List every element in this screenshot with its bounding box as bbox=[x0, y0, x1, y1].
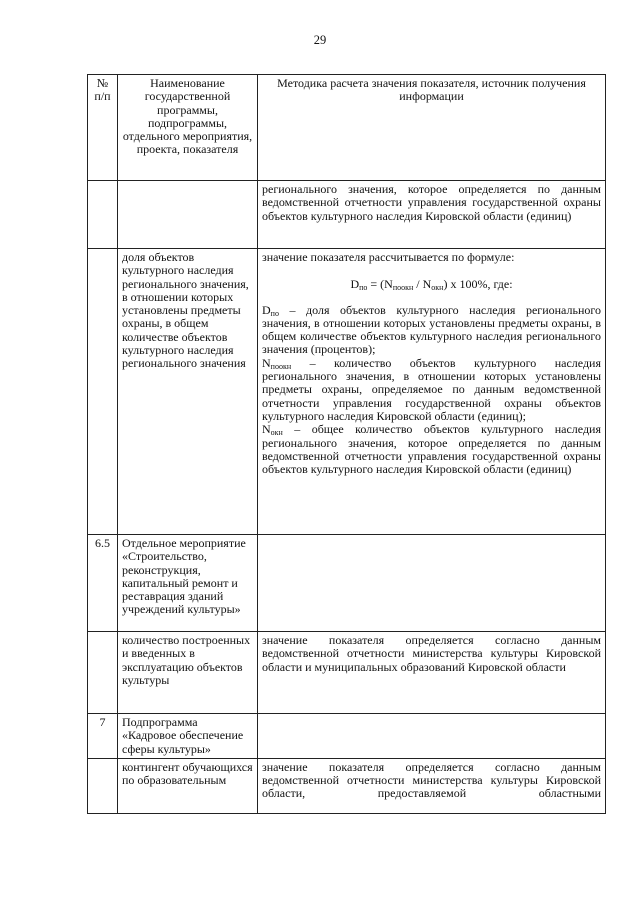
row-number: 6.5 bbox=[88, 535, 118, 632]
definition-dpo: $D_{по}$ – доля объектов культурного наследия регионального значения, в отношении которых установлены предметы охраны, в общем количестве объектов культурного наследия регионального значения (процентов); bbox=[262, 302, 601, 357]
row-number bbox=[88, 181, 118, 249]
row-name: Подпрограмма «Кадровое обеспечение сферы культуры» bbox=[118, 714, 258, 759]
row-number bbox=[88, 632, 118, 714]
row-method bbox=[258, 714, 606, 759]
header-col-num: № п/п bbox=[88, 75, 118, 181]
row-number: 7 bbox=[88, 714, 118, 759]
table-header-row bbox=[88, 75, 606, 181]
table-row bbox=[88, 714, 606, 759]
table-row bbox=[88, 632, 606, 714]
table-row bbox=[88, 181, 606, 249]
indicator-table bbox=[87, 74, 606, 814]
row-name: доля объектов культурного наследия регионального значения, в отношении которых установлены предметы охраны, в общем количестве объектов культурного наследия регионального значения bbox=[118, 249, 258, 535]
method-intro: значение показателя рассчитывается по формуле: bbox=[262, 250, 515, 264]
table-row bbox=[88, 758, 606, 813]
table-row bbox=[88, 535, 606, 632]
table-row bbox=[88, 249, 606, 535]
row-method: регионального значения, которое определяется по данным ведомственной отчетности управления государственной охраны объектов культурного наследия Кировской области (единиц) bbox=[258, 181, 606, 249]
row-number bbox=[88, 758, 118, 813]
row-name: контингент обучающихся по образовательным bbox=[118, 758, 258, 813]
row-method: значение показателя определяется согласно данным ведомственной отчетности министерства культуры Кировской области и муниципальных образований Кировской области bbox=[258, 632, 606, 714]
row-method bbox=[258, 535, 606, 632]
definition-nokn: $N_{окн}$ – общее количество объектов культурного наследия регионального значения, которое определяется по данным ведомственной отчетности управления государственной охраны объектов культурного наследия Кировской области (единиц) bbox=[262, 422, 601, 477]
row-method: значение показателя определяется согласно данным ведомственной отчетности министерства культуры Кировской области, предоставляемой областными bbox=[258, 758, 606, 813]
header-col-method: Методика расчета значения показателя, источник получения информации bbox=[258, 75, 606, 181]
page-number: 29 bbox=[313, 33, 327, 47]
row-name bbox=[118, 181, 258, 249]
header-col-name: Наименование государственной программы, подпрограммы, отдельного мероприятия, проекта, показателя bbox=[118, 75, 258, 181]
row-number bbox=[88, 249, 118, 535]
row-name: Отдельное мероприятие «Строительство, реконструкция, капитальный ремонт и реставрация зданий учреждений культуры» bbox=[118, 535, 258, 632]
formula: $D_{по} = (N_{поокн} / N_{окн})$ х 100%, где: bbox=[350, 277, 513, 293]
row-method bbox=[258, 249, 606, 535]
row-name: количество построенных и введенных в эксплуатацию объектов культуры bbox=[118, 632, 258, 714]
definition-npookn: $N_{поокн}$ – количество объектов культурного наследия регионального значения, в отношении которых установлены предметы охраны, определяемое по данным ведомственной отчетности управления государственной охраны объектов культурного наследия Кировской области (единиц); bbox=[262, 355, 601, 423]
